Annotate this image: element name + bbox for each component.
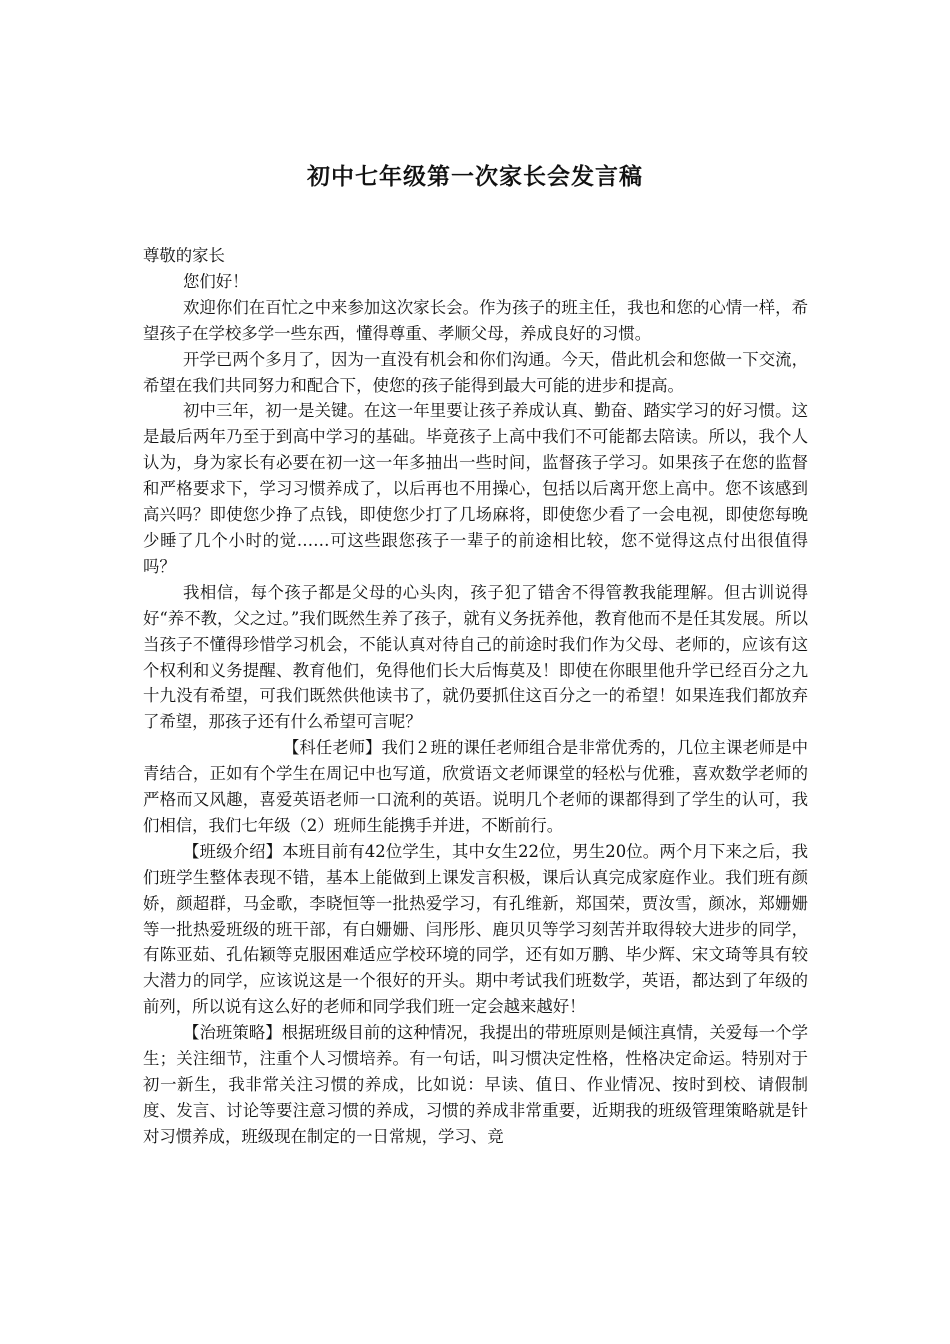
paragraph-class-strategy: 【治班策略】根据班级目前的这种情况，我提出的带班原则是倾注真情，关爱每一个学生；关注细节，注重个人习惯培养。有一句话，叫习惯决定性格，性格决定命运。特别对于初一新生，我非常关注习惯的养成，比如说：早读、值日、作业情况、按时到校、请假制度、发言、讨论等要注意习惯的养成，习惯的养成非常重要，近期我的班级管理策略就是针对习惯养成，班级现在制定的一日常规，学习、竞 xyxy=(143,1023,808,1146)
salutation: 尊敬的家长 xyxy=(143,246,225,265)
greeting: 您们好！ xyxy=(183,271,249,291)
document-body xyxy=(143,243,808,1150)
paragraph-first-year: 初中三年，初一是关键。在这一年里要让孩子养成认真、勤奋、踏实学习的好习惯。这是最后两年乃至于到高中学习的基础。毕竟孩子上高中我们不可能都去陪读。所以，我个人认为，身为家长有必要在初一这一年多抽出一些时间，监督孩子学习。如果孩子在您的监督和严格要求下，学习习惯养成了，以后再也不用操心，包括以后离开您上高中。您不该感到高兴吗？即使您少挣了点钱，即使您少打了几场麻将，即使您少看了一会电视，即使您每晚少睡了几个小时的觉……可这些跟您孩子一辈子的前途相比较，您不觉得这点付出很值得吗？ xyxy=(143,401,808,576)
paragraph-communication: 开学已两个多月了，因为一直没有机会和你们沟通。今天，借此机会和您做一下交流，希望在我们共同努力和配合下，使您的孩子能得到最大可能的进步和提高。 xyxy=(143,349,808,395)
paragraph-teachers: 【科任老师】我们２班的课任老师组合是非常优秀的，几位主课老师是中青结合，正如有个学生在周记中也写道，欣赏语文老师课堂的轻松与优雅，喜欢数学老师的严格而又风趣，喜爱英语老师一口流利的英语。说明几个老师的课都得到了学生的认可，我们相信，我们七年级（2）班师生能携手并进，不断前行。 xyxy=(143,738,808,835)
document-title: 初中七年级第一次家长会发言稿 xyxy=(307,164,643,190)
paragraph-class-intro: 【班级介绍】本班目前有42位学生，其中女生22位，男生20位。两个月下来之后，我们班学生整体表现不错，基本上能做到上课发言积极，课后认真完成家庭作业。我们班有颜娇，颜超群，马金歌，李晓恒等一批热爱学习，有孔维新，郑国荣，贾汝雪，颜冰，郑姗姗等一批热爱班级的班干部，有白姗姗、闫彤彤、鹿贝贝等学习刻苦并取得较大进步的同学，有陈亚茹、孔佑颖等克服困难适应学校环境的同学，还有如万鹏、毕少辉、宋文琦等具有较大潜力的同学，应该说这是一个很好的开头。期中考试我们班数学，英语，都达到了年级的前列，所以说有这么好的老师和同学我们班一定会越来越好！ xyxy=(143,841,808,1017)
paragraph-welcome: 欢迎你们在百忙之中来参加这次家长会。作为孩子的班主任，我也和您的心情一样，希望孩子在学校多学一些东西，懂得尊重、孝顺父母，养成良好的习惯。 xyxy=(143,297,808,343)
paragraph-education: 我相信，每个孩子都是父母的心头肉，孩子犯了错舍不得管教我能理解。但古训说得好“养不教，父之过。”我们既然生养了孩子，就有义务抚养他，教育他而不是任其发展。所以当孩子不懂得珍惜学习机会，不能认真对待自己的前途时我们作为父母、老师的，应该有这个权利和义务提醒、教育他们，免得他们长大后悔莫及！即使在你眼里他升学已经百分之九十九没有希望，可我们既然供他读书了，就仍要抓住这百分之一的希望！如果连我们都放弃了希望，那孩子还有什么希望可言呢？ xyxy=(143,582,808,732)
